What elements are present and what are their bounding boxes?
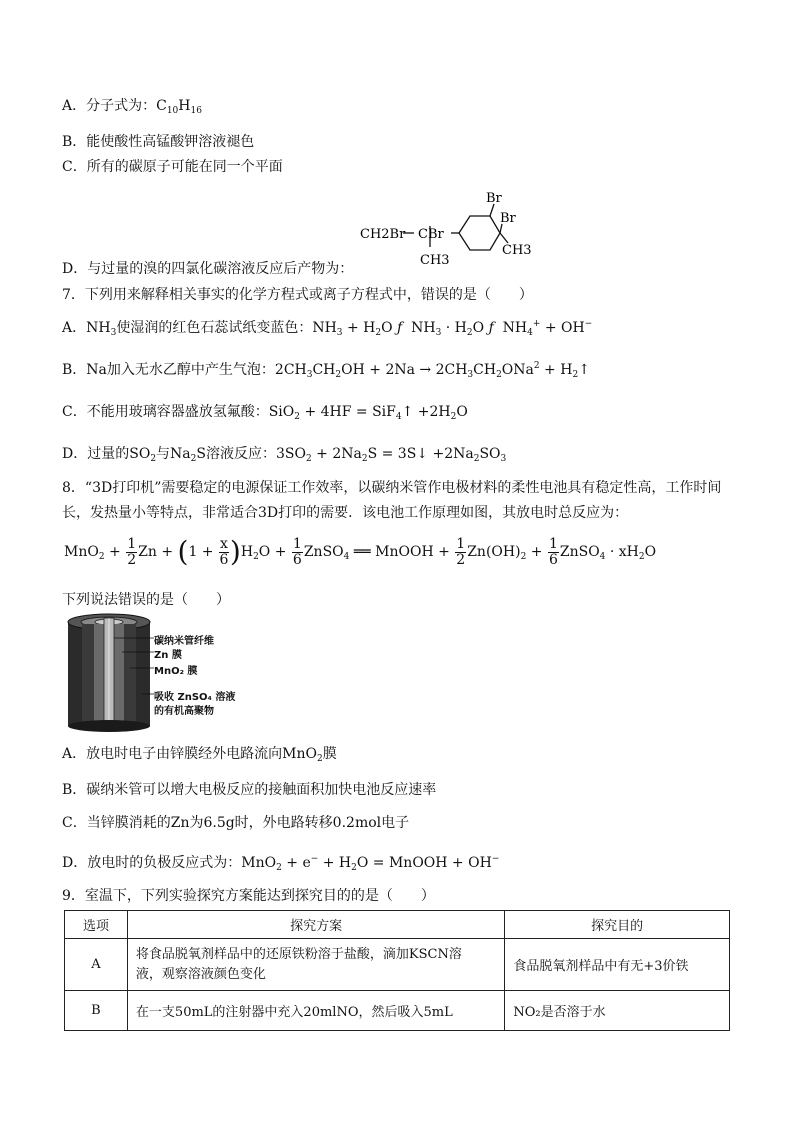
q8-option-c: C．当锌膜消耗的Zn为6.5g时，外电路转移0.2mol电子 xyxy=(62,815,410,831)
legend-polymer-2: 的有机高聚物 xyxy=(154,706,214,717)
struct-ch3-right: CH3 xyxy=(502,243,532,258)
q7-option-c: C．不能用玻璃容器盛放氢氟酸：SiO$_2$ + 4HF = SiF$_4$↑ $+2H_2O$ xyxy=(62,404,468,422)
q6-option-c: C．所有的碳原子可能在同一个平面 xyxy=(62,159,283,175)
q8-stem-line2: 长，发热量小等特点，非常适合3D打印的需要．该电池工作原理如图，其放电时总反应为： xyxy=(62,505,629,521)
q9-stem: 9．室温下，下列实验探究方案能达到探究目的的是（ ） xyxy=(62,888,435,904)
q6-option-a: A．分子式为：$C_{10}H_{16}$ xyxy=(62,98,202,116)
q8-option-a: A．放电时电子由锌膜经外电路流向MnO$_2$膜 xyxy=(62,746,337,764)
q8-ask: 下列说法错误的是（ ） xyxy=(62,592,230,608)
row-goal: NO₂是否溶于水 xyxy=(505,991,730,1031)
q8-option-d: D．放电时的负极反应式为：$MnO_2 + e^- + H_2O$ = MnOOH + OH− xyxy=(62,854,500,873)
table-row xyxy=(65,991,730,1031)
row-plan: 在一支50mL的注射器中充入20mlNO，然后吸入5mL xyxy=(127,991,504,1031)
q7-option-b: B．Na加入无水乙醇中产生气泡：$2CH_3CH_2OH + 2Na \to 2CH_3CH_2ONa^2$ + $H_2↑$ xyxy=(62,361,590,380)
header-goal: 探究目的 xyxy=(505,911,730,939)
table-row xyxy=(65,939,730,991)
q8-equation: MnO$_2$ + $\frac{1}{2}$ Zn + (1 + $\frac{x}{6}$ )$H_2O$ + $\frac{1}{6}$ ZnSO$_4$ ══ MnOOH + $\frac{1}{2}$ $Zn(OH)_2$ + $\frac{1}{6}$ ZnSO$_4$ · $xH_2O$ xyxy=(64,535,657,568)
legend-mno2-film: MnO₂ 膜 xyxy=(154,666,198,677)
q7-stem: 7．下列用来解释相关事实的化学方程式或离子方程式中，错误的是（ ） xyxy=(62,287,533,303)
q8-stem-line1: 8．“3D打印机”需要稳定的电源保证工作效率，以碳纳米管作电极材料的柔性电池具有稳定性高，工作时间 xyxy=(62,480,722,496)
row-option: B xyxy=(65,991,128,1031)
struct-ch3-bottom: CH3 xyxy=(420,253,450,268)
header-plan: 探究方案 xyxy=(127,911,504,939)
legend-polymer-1: 吸收 ZnSO₄ 溶液 xyxy=(154,692,236,703)
struct-cbr: CBr xyxy=(418,227,444,242)
row-plan: 将食品脱氧剂样品中的还原铁粉溶于盐酸，滴加KSCN溶 液，观察溶液颜色变化 xyxy=(127,939,504,991)
q6-option-d: D．与过量的溴的四氯化碳溶液反应后产物为： xyxy=(62,261,354,277)
struct-br-top: Br xyxy=(486,191,502,206)
q7-option-a: A．$NH_3$使湿润的红色石蕊试纸变蓝色：$NH_3 + H_2O$ ƒ $NH_3 \cdot H_2O$ ƒ $NH_4^+ + OH^-$ xyxy=(62,319,593,338)
battery-diagram xyxy=(64,612,154,732)
struct-br-right: Br xyxy=(500,211,516,226)
structure-formula xyxy=(356,186,536,270)
table-header-row xyxy=(65,911,730,939)
header-option: 选项 xyxy=(65,911,128,939)
row-option: A xyxy=(65,939,128,991)
legend-zn-film: Zn 膜 xyxy=(154,650,182,661)
row-goal: 食品脱氧剂样品中有无+3价铁 xyxy=(505,939,730,991)
q6-option-b: B．能使酸性高锰酸钾溶液褪色 xyxy=(62,134,255,150)
legend-carbon-nanotube: 碳纳米管纤维 xyxy=(154,636,214,647)
experiment-table xyxy=(64,910,730,1031)
struct-ch2br: CH2Br xyxy=(360,227,406,242)
q8-option-b: B．碳纳米管可以增大电极反应的接触面积加快电池反应速率 xyxy=(62,782,437,798)
q7-option-d: D．过量的$SO_2$与$Na_2S$溶液反应：$3SO_2 + 2Na_2S$ = 3S↓ $+2Na_2SO_3$ xyxy=(62,446,507,464)
